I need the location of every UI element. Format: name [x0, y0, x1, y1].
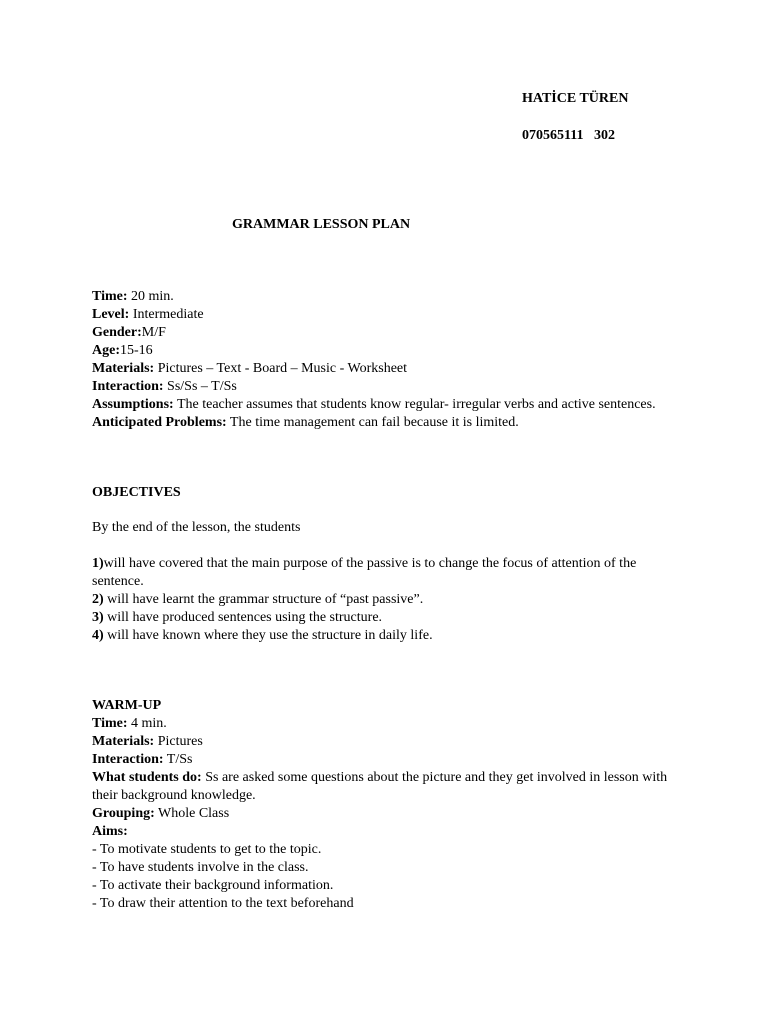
detail-label: Interaction: — [92, 379, 164, 394]
objective-item — [92, 555, 682, 591]
objective-number: 4) — [92, 628, 104, 643]
detail-value: 4 min. — [127, 716, 167, 731]
detail-value: The time management can fail because it is limited. — [226, 415, 519, 430]
detail-assumptions — [92, 396, 692, 414]
detail-label: Time: — [92, 716, 128, 731]
warmup-detail — [92, 733, 672, 751]
warmup-heading — [92, 697, 672, 715]
detail-value: Ss are asked some questions about the picture and they get involved in lesson with their background knowledge. — [92, 770, 668, 803]
detail-value: 15-16 — [120, 343, 153, 358]
objective-number: 3) — [92, 610, 104, 625]
detail-anticipated-problems — [92, 414, 692, 432]
aim-item: - To draw their attention to the text beforehand — [92, 896, 354, 911]
objectives-heading: OBJECTIVES — [92, 485, 181, 500]
detail-level — [92, 306, 692, 324]
detail-value: The teacher assumes that students know regular- irregular verbs and active sentences. — [173, 397, 656, 412]
objectives-intro: By the end of the lesson, the students — [92, 520, 301, 535]
objective-item — [92, 609, 682, 627]
detail-value: Pictures — [154, 734, 203, 749]
detail-label: Interaction: — [92, 752, 164, 767]
student-id: 070565111 302 — [522, 128, 615, 143]
detail-value: Ss/Ss – T/Ss — [163, 379, 237, 394]
objective-text: will have known where they use the structure in daily life. — [103, 628, 433, 643]
objective-text: will have covered that the main purpose of the passive is to change the focus of attention of the sentence. — [92, 556, 637, 589]
detail-label: Assumptions: — [92, 397, 174, 412]
warmup-section — [92, 697, 672, 913]
detail-value: 20 min. — [127, 289, 174, 304]
detail-interaction — [92, 378, 692, 396]
aim-item: - To have students involve in the class. — [92, 860, 309, 875]
lesson-details — [92, 288, 692, 432]
aim-item: - To activate their background information. — [92, 878, 334, 893]
objective-item — [92, 591, 682, 609]
detail-value: Whole Class — [154, 806, 230, 821]
detail-label: Anticipated Problems: — [92, 415, 227, 430]
warmup-detail — [92, 715, 672, 733]
objective-number: 1) — [92, 556, 104, 571]
warmup-heading-text: WARM-UP — [92, 698, 162, 713]
detail-age — [92, 342, 692, 360]
detail-gender — [92, 324, 692, 342]
detail-value: M/F — [141, 325, 166, 340]
aims-label-text: Aims: — [92, 824, 128, 839]
aims-label — [92, 823, 672, 841]
warmup-detail — [92, 769, 672, 805]
author-name: HATİCE TÜREN — [522, 91, 629, 106]
warmup-detail — [92, 751, 672, 769]
objective-item — [92, 627, 682, 645]
detail-label: Gender: — [92, 325, 142, 340]
detail-time — [92, 288, 692, 306]
warmup-detail — [92, 805, 672, 823]
detail-label: Grouping: — [92, 806, 155, 821]
page-title: GRAMMAR LESSON PLAN — [232, 217, 411, 232]
detail-label: Materials: — [92, 734, 155, 749]
aim-item: - To motivate students to get to the topic. — [92, 842, 322, 857]
detail-materials — [92, 360, 692, 378]
detail-label: Level: — [92, 307, 130, 322]
detail-label: What students do: — [92, 770, 202, 785]
detail-label: Time: — [92, 289, 128, 304]
objective-number: 2) — [92, 592, 104, 607]
detail-value: T/Ss — [163, 752, 193, 767]
objective-text: will have learnt the grammar structure of “past passive”. — [103, 592, 424, 607]
objective-text: will have produced sentences using the structure. — [103, 610, 383, 625]
detail-value: Intermediate — [129, 307, 204, 322]
objectives-list — [92, 555, 682, 645]
detail-label: Age: — [92, 343, 120, 358]
detail-value: Pictures – Text - Board – Music - Worksheet — [154, 361, 408, 376]
detail-label: Materials: — [92, 361, 155, 376]
